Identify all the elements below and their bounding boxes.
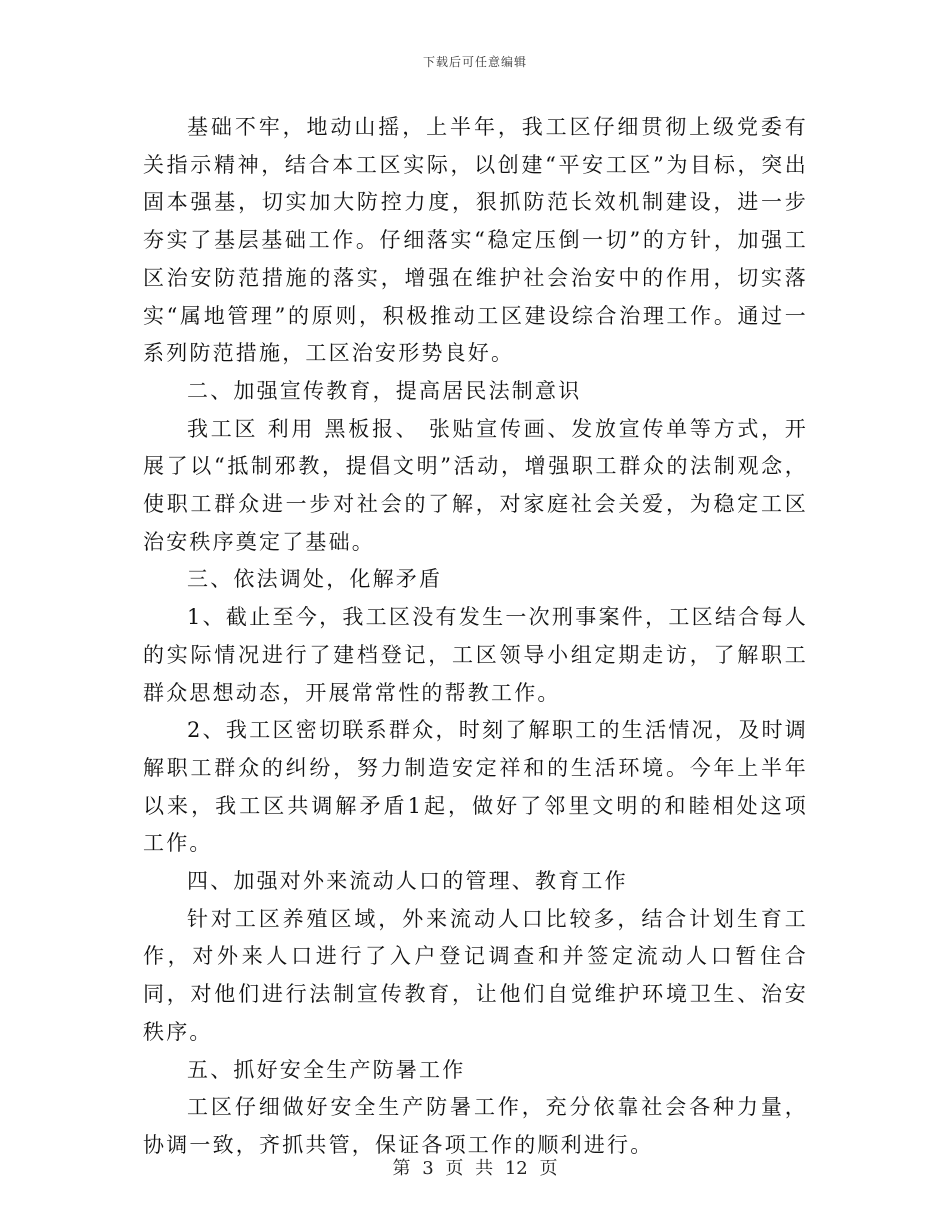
page-header-note: 下载后可任意编辑 xyxy=(422,55,527,69)
paragraph-migrants: 针对工区养殖区域，外来流动人口比较多，结合计划生育工作，对外来人口进行了入户登记调查和并签定流动人口暂住合同，对他们进行法制宣传教育，让他们自觉维护环境卫生、治安秩序。 xyxy=(143,906,808,1044)
paragraph-item-2: 2、我工区密切联系群众，时刻了解职工的生活情况，及时调解职工群众的纠纷，努力制造安定祥和的生活环境。今年上半年以来，我工区共调解矛盾1起，做好了邻里文明的和睦相处这项工作。 xyxy=(143,718,808,856)
paragraph-item-1: 1、截止至今，我工区没有发生一次刑事案件，工区结合每人的实际情况进行了建档登记，工区领导小组定期走访，了解职工群众思想动态，开展常常性的帮教工作。 xyxy=(143,605,808,705)
paragraph-propaganda: 我工区 利用 黑板报、 张贴宣传画、发放宣传单等方式，开展了以“抵制邪教，提倡文明”活动，增强职工群众的法制观念，使职工群众进一步对社会的了解，对家庭社会关爱，为稳定工区治安秩序奠定了基础。 xyxy=(143,416,808,554)
paragraph-intro: 基础不牢，地动山摇，上半年，我工区仔细贯彻上级党委有关指示精神，结合本工区实际，以创建“平安工区”为目标，突出固本强基，切实加大防控力度，狠抓防范长效机制建设，进一步夯实了基层基础工作。仔细落实“稳定压倒一切”的方针，加强工区治安防范措施的落实，增强在维护社会治安中的作用，切实落实“属地管理”的原则，积极推动工区建设综合治理工作。通过一系列防范措施，工区治安形势良好。 xyxy=(143,115,808,366)
section-heading-5: 五、抓好安全生产防暑工作 xyxy=(187,1057,466,1082)
section-heading-3: 三、依法调处，化解矛盾 xyxy=(187,567,443,592)
section-heading-4: 四、加强对外来流动人口的管理、教育工作 xyxy=(187,869,628,894)
paragraph-safety: 工区仔细做好安全生产防暑工作，充分依靠社会各种力量，协调一致，齐抓共管，保证各项工作的顺利进行。 xyxy=(143,1095,808,1157)
document-body xyxy=(143,109,808,1165)
section-heading-2: 二、加强宣传教育，提高居民法制意识 xyxy=(187,378,582,403)
page-number-footer: 第 3 页 共 12 页 xyxy=(392,1158,558,1179)
